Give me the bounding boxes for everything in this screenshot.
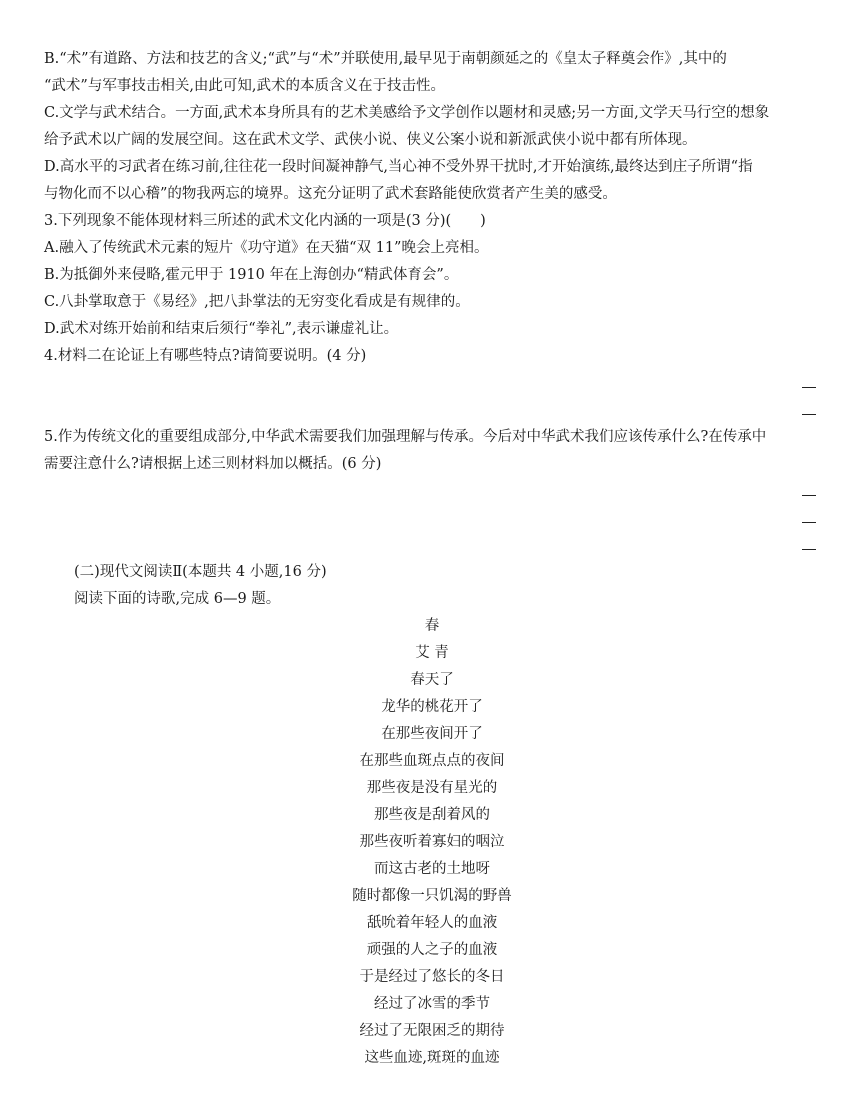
answer-blank[interactable]	[44, 478, 820, 505]
option-c-line-2: 给予武术以广阔的发展空间。这在武术文学、武侠小说、侠义公案小说和新派武侠小说中都有所体现。	[44, 132, 697, 148]
answer-blank[interactable]	[44, 397, 820, 424]
question-3-stem: 3.下列现象不能体现材料三所述的武术文化内涵的一项是(3 分)( )	[44, 213, 486, 229]
answer-line-mark	[802, 495, 816, 497]
option-c-line-1: C.文学与武术结合。一方面,武术本身所具有的艺术美感给予文学创作以题材和灵感;另一方面,文学天马行空的想象	[44, 105, 770, 121]
poem-line: 经过了无限困乏的期待	[359, 1023, 505, 1039]
question-3	[44, 208, 820, 343]
poem	[44, 613, 820, 1072]
question-5-stem-line-1: 5.作为传统文化的重要组成部分,中华武术需要我们加强理解与传承。今后对中华武术我们应该传承什么?在传承中	[44, 429, 767, 445]
section-heading: (二)现代文阅读Ⅱ(本题共 4 小题,16 分)	[74, 564, 327, 580]
question-4	[44, 343, 820, 424]
question-2-options	[44, 46, 820, 208]
question-3-option-d: D.武术对练开始前和结束后须行“拳礼”,表示谦虚礼让。	[44, 321, 399, 337]
poem-line: 那些夜听着寡妇的咽泣	[359, 834, 505, 850]
poem-line: 龙华的桃花开了	[381, 699, 483, 715]
poem-line: 顽强的人之子的血液	[366, 942, 498, 958]
question-5-stem-line-2: 需要注意什么?请根据上述三则材料加以概括。(6 分)	[44, 456, 382, 472]
option-d-line-2: 与物化而不以心稽”的物我两忘的境界。这充分证明了武术套路能使欣赏者产生美的感受。	[44, 186, 617, 202]
poem-line: 舐吮着年轻人的血液	[366, 915, 498, 931]
question-3-option-c: C.八卦掌取意于《易经》,把八卦掌法的无穷变化看成是有规律的。	[44, 294, 470, 310]
question-5	[44, 424, 820, 559]
poem-line: 在那些血斑点点的夜间	[359, 753, 505, 769]
poem-line: 经过了冰雪的季节	[374, 996, 490, 1012]
section-2	[44, 559, 820, 613]
answer-line-mark	[802, 414, 816, 416]
poem-line: 在那些夜间开了	[381, 726, 483, 742]
answer-blank[interactable]	[44, 505, 820, 532]
answer-line-mark	[802, 549, 816, 551]
poem-line: 春天了	[410, 672, 454, 688]
option-b-line-1: B.“术”有道路、方法和技艺的含义;“武”与“术”并联使用,最早见于南朝颜延之的《皇太子释奠会作》,其中的	[44, 51, 727, 67]
question-3-option-b: B.为抵御外来侵略,霍元甲于 1910 年在上海创办“精武体育会”。	[44, 267, 459, 283]
question-3-option-a: A.融入了传统武术元素的短片《功守道》在天猫“双 11”晚会上亮相。	[44, 240, 489, 256]
answer-line-mark	[802, 387, 816, 389]
answer-blank[interactable]	[44, 370, 820, 397]
poem-line: 那些夜是刮着风的	[374, 807, 490, 823]
poem-line: 而这古老的土地呀	[374, 861, 490, 877]
answer-line-mark	[802, 522, 816, 524]
poem-author: 艾 青	[415, 645, 449, 661]
poem-line: 于是经过了悠长的冬日	[359, 969, 505, 985]
poem-line: 那些夜是没有星光的	[366, 780, 498, 796]
answer-blank[interactable]	[44, 532, 820, 559]
question-4-stem: 4.材料二在论证上有哪些特点?请简要说明。(4 分)	[44, 348, 367, 364]
poem-line: 随时都像一只饥渴的野兽	[352, 888, 512, 904]
option-b-line-2: “武术”与军事技击相关,由此可知,武术的本质含义在于技击性。	[44, 78, 446, 94]
poem-line: 这些血迹,斑斑的血迹	[364, 1050, 500, 1066]
exam-page	[44, 46, 820, 1072]
poem-title: 春	[424, 618, 440, 634]
option-d-line-1: D.高水平的习武者在练习前,往往花一段时间凝神静气,当心神不受外界干扰时,才开始演练,最终达到庄子所谓“指	[44, 159, 753, 175]
section-instruction: 阅读下面的诗歌,完成 6—9 题。	[74, 591, 281, 607]
